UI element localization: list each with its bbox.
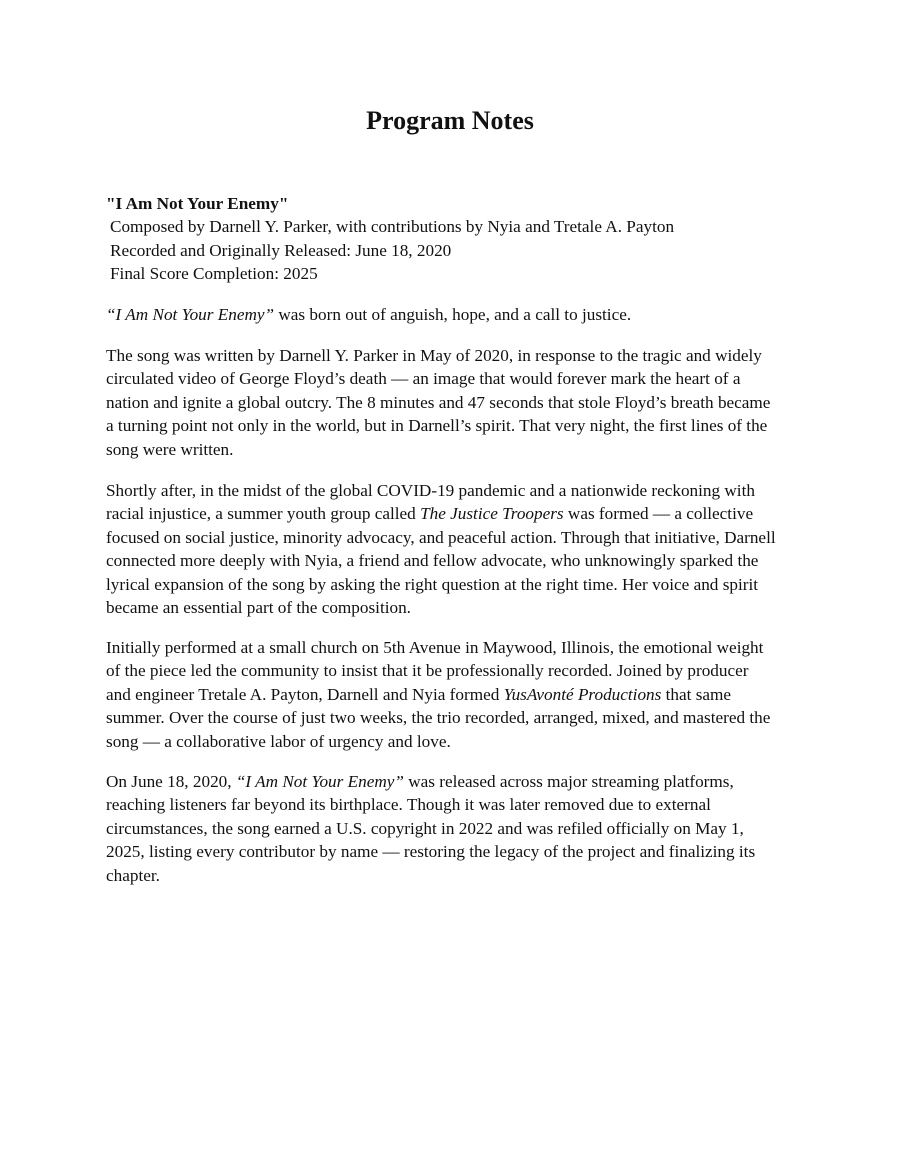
text-run: that same [661, 684, 732, 704]
text-run: was formed — a collective [563, 504, 754, 524]
paragraph-line: chapter. [106, 865, 160, 885]
recorded-line: Recorded and Originally Released: June 18, 2020 [110, 240, 452, 260]
text-run: was released across major streaming platforms, [403, 772, 734, 791]
paragraph-line: The song was written by Darnell Y. Parker in May of 2020, in response to the tragic and widely [106, 346, 762, 365]
production-name-italic: YusAvonté Productions [503, 684, 662, 704]
paragraph-line: circulated video of George Floyd’s death — an image that would forever mark the heart of a [106, 369, 741, 389]
paragraph-line: song were written. [106, 439, 234, 459]
paragraph-line: circumstances, the song earned a U.S. copyright in 2022 and was refiled officially on May 1, [106, 818, 744, 838]
page-title: Program Notes [366, 106, 534, 135]
paragraph-line [106, 502, 806, 525]
paragraph-line: 2025, listing every contributor by name — restoring the legacy of the project and finalizing its [106, 842, 756, 862]
paragraph-line: Initially performed at a small church on 5th Avenue in Maywood, Illinois, the emotional weight [106, 638, 764, 657]
song-header [106, 192, 806, 286]
paragraph-line: focused on social justice, minority advocacy, and peaceful action. Through that initiative, Darnell [106, 527, 776, 547]
paragraph-line: Shortly after, in the midst of the global COVID-19 pandemic and a nationwide reckoning with [106, 481, 755, 500]
release-paragraph [106, 770, 806, 887]
paragraph-line: reaching listeners far beyond its birthplace. Though it was later removed due to external [106, 795, 711, 815]
paragraph-line [106, 683, 806, 706]
paragraph-line [106, 303, 806, 326]
song-title-italic: “I Am Not Your Enemy” [106, 305, 275, 324]
justice-troopers-paragraph [106, 479, 806, 619]
paragraph-line: lyrical expansion of the song by asking the right question at the right time. Her voice and spirit [106, 574, 759, 594]
paragraph-line: summer. Over the course of just two weeks, the trio recorded, arranged, mixed, and mastered the [106, 708, 771, 728]
paragraph-line: nation and ignite a global outcry. The 8 minutes and 47 seconds that stole Floyd’s breath became [106, 392, 771, 412]
paragraph-line: connected more deeply with Nyia, a friend and fellow advocate, who unknowingly sparked the [106, 551, 759, 571]
recording-paragraph [106, 636, 806, 753]
paragraph-line: song — a collaborative labor of urgency and love. [106, 731, 451, 751]
song-title: "I Am Not Your Enemy" [106, 194, 289, 213]
paragraph-line [106, 770, 806, 793]
text-run: racial injustice, a summer youth group called [106, 504, 421, 524]
intro-paragraph [106, 303, 806, 326]
text-run: and engineer Tretale A. Payton, Darnell and Nyia formed [106, 684, 504, 704]
text-run: was born out of anguish, hope, and a call to justice. [274, 305, 632, 324]
origin-paragraph [106, 344, 806, 461]
paragraph-line: a turning point not only in the world, but in Darnell’s spirit. That very night, the first lines of the [106, 416, 768, 436]
paragraph-line: became an essential part of the composition. [106, 598, 411, 618]
final-score-line: Final Score Completion: 2025 [110, 264, 318, 284]
group-name-italic: The Justice Troopers [420, 504, 564, 524]
text-run: On June 18, 2020, [106, 772, 236, 791]
paragraph-line: of the piece led the community to insist that it be professionally recorded. Joined by producer [106, 661, 749, 681]
composed-by-line: Composed by Darnell Y. Parker, with contributions by Nyia and Tretale A. Payton [110, 217, 675, 237]
song-title-italic: “I Am Not Your Enemy” [235, 772, 404, 791]
